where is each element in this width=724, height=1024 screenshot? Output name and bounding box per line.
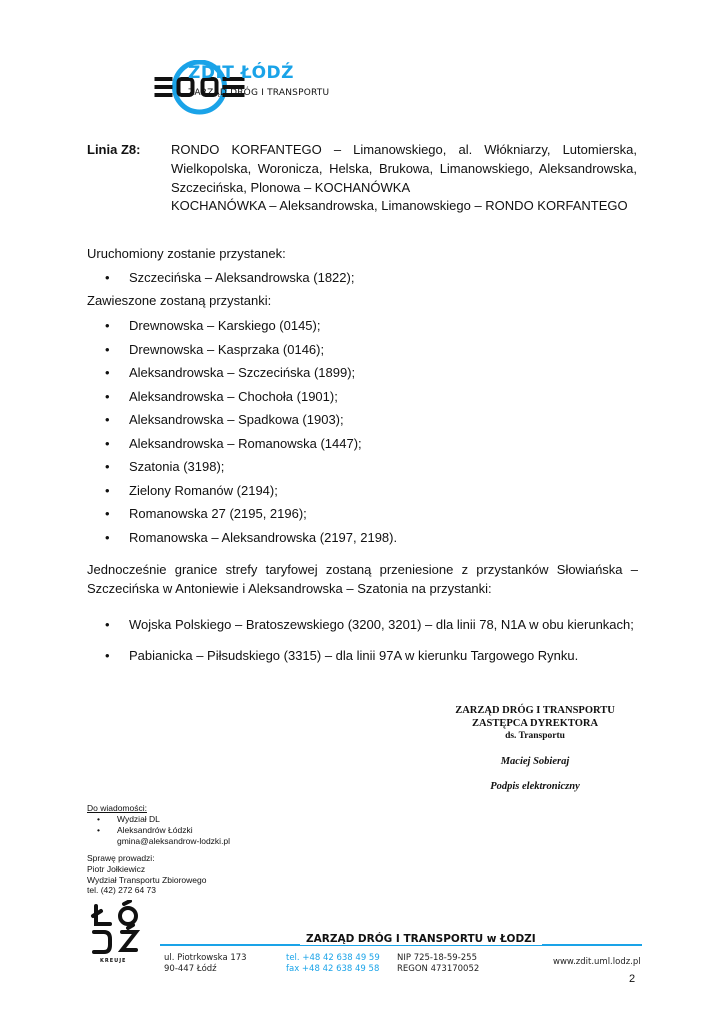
line-route-outbound: RONDO KORFANTEGO – Limanowskiego, al. Włókniarzy, Lutomierska, Wielkopolska, Woronicza, Helska, Brukowa, Limanowskiego, Aleksandrowska, Szczecińska, Plonowa – KOCHANÓWKA [171, 142, 637, 195]
suspended-list [87, 316, 397, 551]
list-item: • Zielony Romanów (2194); [87, 481, 397, 505]
list-item: • Drewnowska – Karskiego (0145); [87, 316, 397, 340]
case-heading: Sprawę prowadzi: [87, 853, 155, 863]
list-item: • Romanowska 27 (2195, 2196); [87, 504, 397, 528]
distribution-email: gmina@aleksandrow-lodzki.pl [117, 836, 231, 846]
launched-intro: Uruchomiony zostanie przystanek: [87, 246, 286, 261]
list-item: • Aleksandrów Łódzki [87, 825, 193, 836]
footer-fax: fax +48 42 638 49 58 [286, 964, 380, 974]
signature-note: Podpis elektroniczny [490, 781, 580, 792]
line-label: Linia Z8: [87, 142, 141, 157]
case-name: Piotr Jołkiewicz [87, 864, 146, 874]
launched-list [87, 268, 354, 287]
zone-intro: Jednocześnie granice strefy taryfowej zostaną przeniesione z przystanków Słowiańska – Szczecińska w Antoniewie i Aleksandrowska – Szatonia na przystanki: [87, 562, 638, 596]
logo-subtitle: ZARZĄD DRÓG I TRANSPORTU [188, 88, 330, 98]
footer-title: ZARZĄD DRÓG I TRANSPORTU w ŁODZI [300, 933, 542, 945]
signature-position: ZASTĘPCA DYREKTORA [471, 718, 599, 729]
logo-title: ZDIT ŁÓDŹ [188, 63, 294, 83]
lodz-logo-icon [88, 900, 148, 958]
signature-name: Maciej Sobieraj [500, 756, 570, 767]
line-route-return: KOCHANÓWKA – Aleksandrowska, Limanowskiego – RONDO KORFANTEGO [171, 198, 628, 213]
list-item: • Drewnowska – Kasprzaka (0146); [87, 340, 397, 364]
footer-regon: REGON 473170052 [397, 964, 480, 974]
list-item: • Aleksandrowska – Romanowska (1447); [87, 434, 397, 458]
footer-phone: tel. +48 42 638 49 59 [286, 953, 380, 963]
list-item: • Szczecińska – Aleksandrowska (1822); [87, 268, 354, 287]
zone-list [87, 615, 634, 677]
list-item: • Pabianicka – Piłsudskiego (3315) – dla linii 97A w kierunku Targowego Rynku. [87, 646, 634, 677]
footer-nip: NIP 725-18-59-255 [397, 953, 477, 963]
list-item: • Aleksandrowska – Chochoła (1901); [87, 387, 397, 411]
footer-address-street: ul. Piotrkowska 173 [164, 953, 247, 963]
list-item: • Romanowska – Aleksandrowska (2197, 2198). [87, 528, 397, 552]
page-number: 2 [629, 973, 636, 985]
list-item: • Szatonia (3198); [87, 457, 397, 481]
case-unit: Wydział Transportu Zbiorowego [87, 875, 207, 885]
list-item: • Aleksandrowska – Spadkowa (1903); [87, 410, 397, 434]
distribution-list [87, 814, 193, 836]
list-item: • Wydział DL [87, 814, 193, 825]
suspended-intro: Zawieszone zostaną przystanki: [87, 293, 272, 308]
distribution-heading: Do wiadomości: [87, 803, 147, 813]
list-item: • Wojska Polskiego – Bratoszewskiego (3200, 3201) – dla linii 78, N1A w obu kierunkach; [87, 615, 634, 646]
case-phone: tel. (42) 272 64 73 [87, 885, 156, 895]
signature-org: ZARZĄD DRÓG I TRANSPORTU [455, 705, 615, 716]
list-item: • Aleksandrowska – Szczecińska (1899); [87, 363, 397, 387]
lodz-logo-caption: KREUJE [100, 958, 127, 964]
signature-dept: ds. Transportu [505, 731, 565, 741]
footer-address-city: 90-447 Łódź [164, 964, 217, 974]
footer-website-link[interactable]: www.zdit.uml.lodz.pl [553, 957, 641, 967]
